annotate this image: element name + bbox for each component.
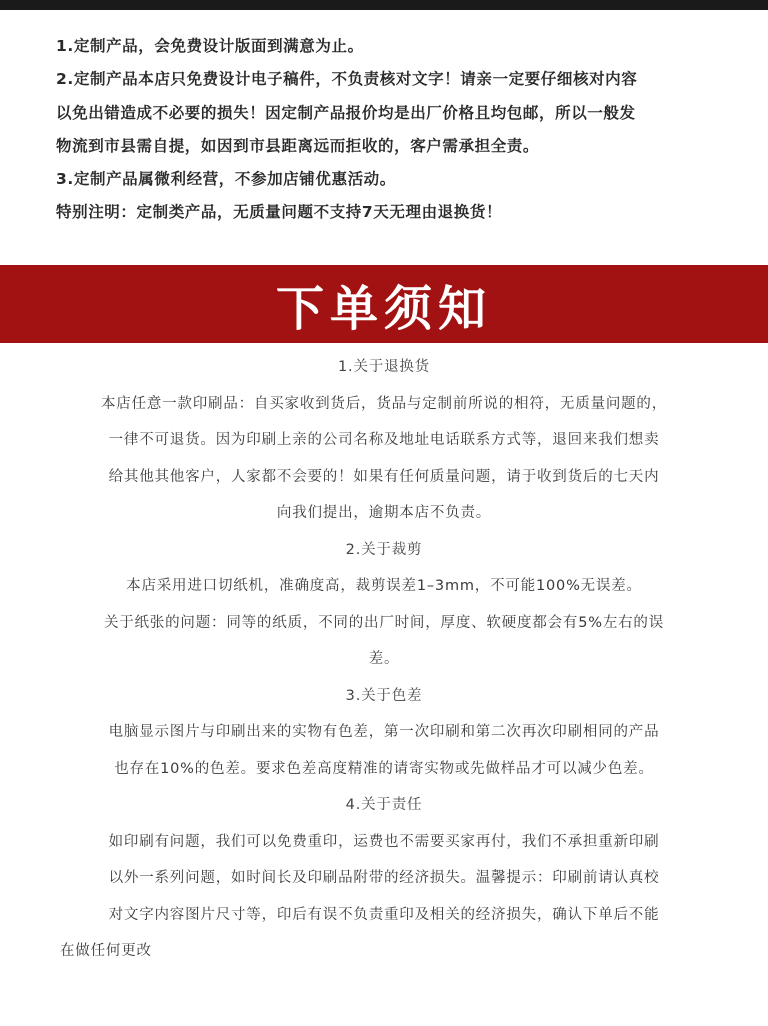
section-heading-cutting: 2.关于裁剪 — [345, 541, 423, 558]
order-notice-body — [40, 349, 728, 970]
cutting-text-line: 本店采用进口切纸机，准确度高，裁剪误差1–3mm，不可能100%无误差。 — [126, 578, 642, 594]
liability-text-line: 在做任何更改 — [60, 943, 152, 959]
liability-text-line: 以外一系列问题，如时间长及印刷品附带的经济损失。温馨提示：印刷前请认真校 — [108, 870, 660, 886]
section-heading-returns: 1.关于退换货 — [338, 359, 430, 375]
special-note: 特别注明：定制类产品，无质量问题不支持7天无理由退换货！ — [56, 203, 503, 222]
cutting-text-line: 差。 — [368, 651, 400, 667]
color-text-line: 也存在10%的色差。要求色差高度精准的请寄实物或先做样品才可以减少色差。 — [114, 760, 654, 777]
order-notice-banner — [0, 265, 768, 343]
custom-notice-line: 1.定制产品，会免费设计版面到满意为止。 — [56, 37, 364, 55]
returns-text-line: 一律不可退货。因为印刷上亲的公司名称及地址电话联系方式等，退回来我们想卖 — [108, 432, 660, 448]
banner-title: 下单须知 — [275, 280, 492, 337]
returns-text-line: 本店任意一款印刷品：自买家收到货后，货品与定制前所说的相符，无质量问题的， — [100, 395, 668, 412]
liability-text-line: 对文字内容图片尺寸等，印后有误不负责重印及相关的经济损失，确认下单后不能 — [108, 906, 660, 923]
custom-notice-line: 3.定制产品属微利经营，不参加店铺优惠活动。 — [56, 170, 396, 189]
custom-notice-line: 以免出错造成不必要的损失！因定制产品报价均是出厂价格且均包邮，所以一般发 — [56, 103, 636, 122]
custom-notice-line: 物流到市县需自提，如因到市县距离远而拒收的，客户需承担全责。 — [56, 136, 540, 155]
section-heading-color: 3.关于色差 — [345, 687, 423, 704]
custom-product-notice — [56, 30, 736, 230]
liability-text-line: 如印刷有问题，我们可以免费重印，运费也不需要买家再付，我们不承担重新印刷 — [108, 833, 660, 850]
section-heading-liability: 4.关于责任 — [345, 797, 423, 813]
returns-text-line: 给其他其他客户，人家都不会要的！如果有任何质量问题，请于收到货后的七天内 — [108, 468, 660, 485]
custom-notice-line: 2.定制产品本店只免费设计电子稿件，不负责核对文字！请亲一定要仔细核对内容 — [56, 70, 638, 89]
top-divider-bar — [0, 0, 768, 10]
cutting-text-line: 关于纸张的问题：同等的纸质，不同的出厂时间，厚度、软硬度都会有5%左右的误 — [103, 614, 665, 631]
color-text-line: 电脑显示图片与印刷出来的实物有色差，第一次印刷和第二次再次印刷相同的产品 — [108, 724, 660, 740]
returns-text-line: 向我们提出，逾期本店不负责。 — [276, 505, 492, 521]
